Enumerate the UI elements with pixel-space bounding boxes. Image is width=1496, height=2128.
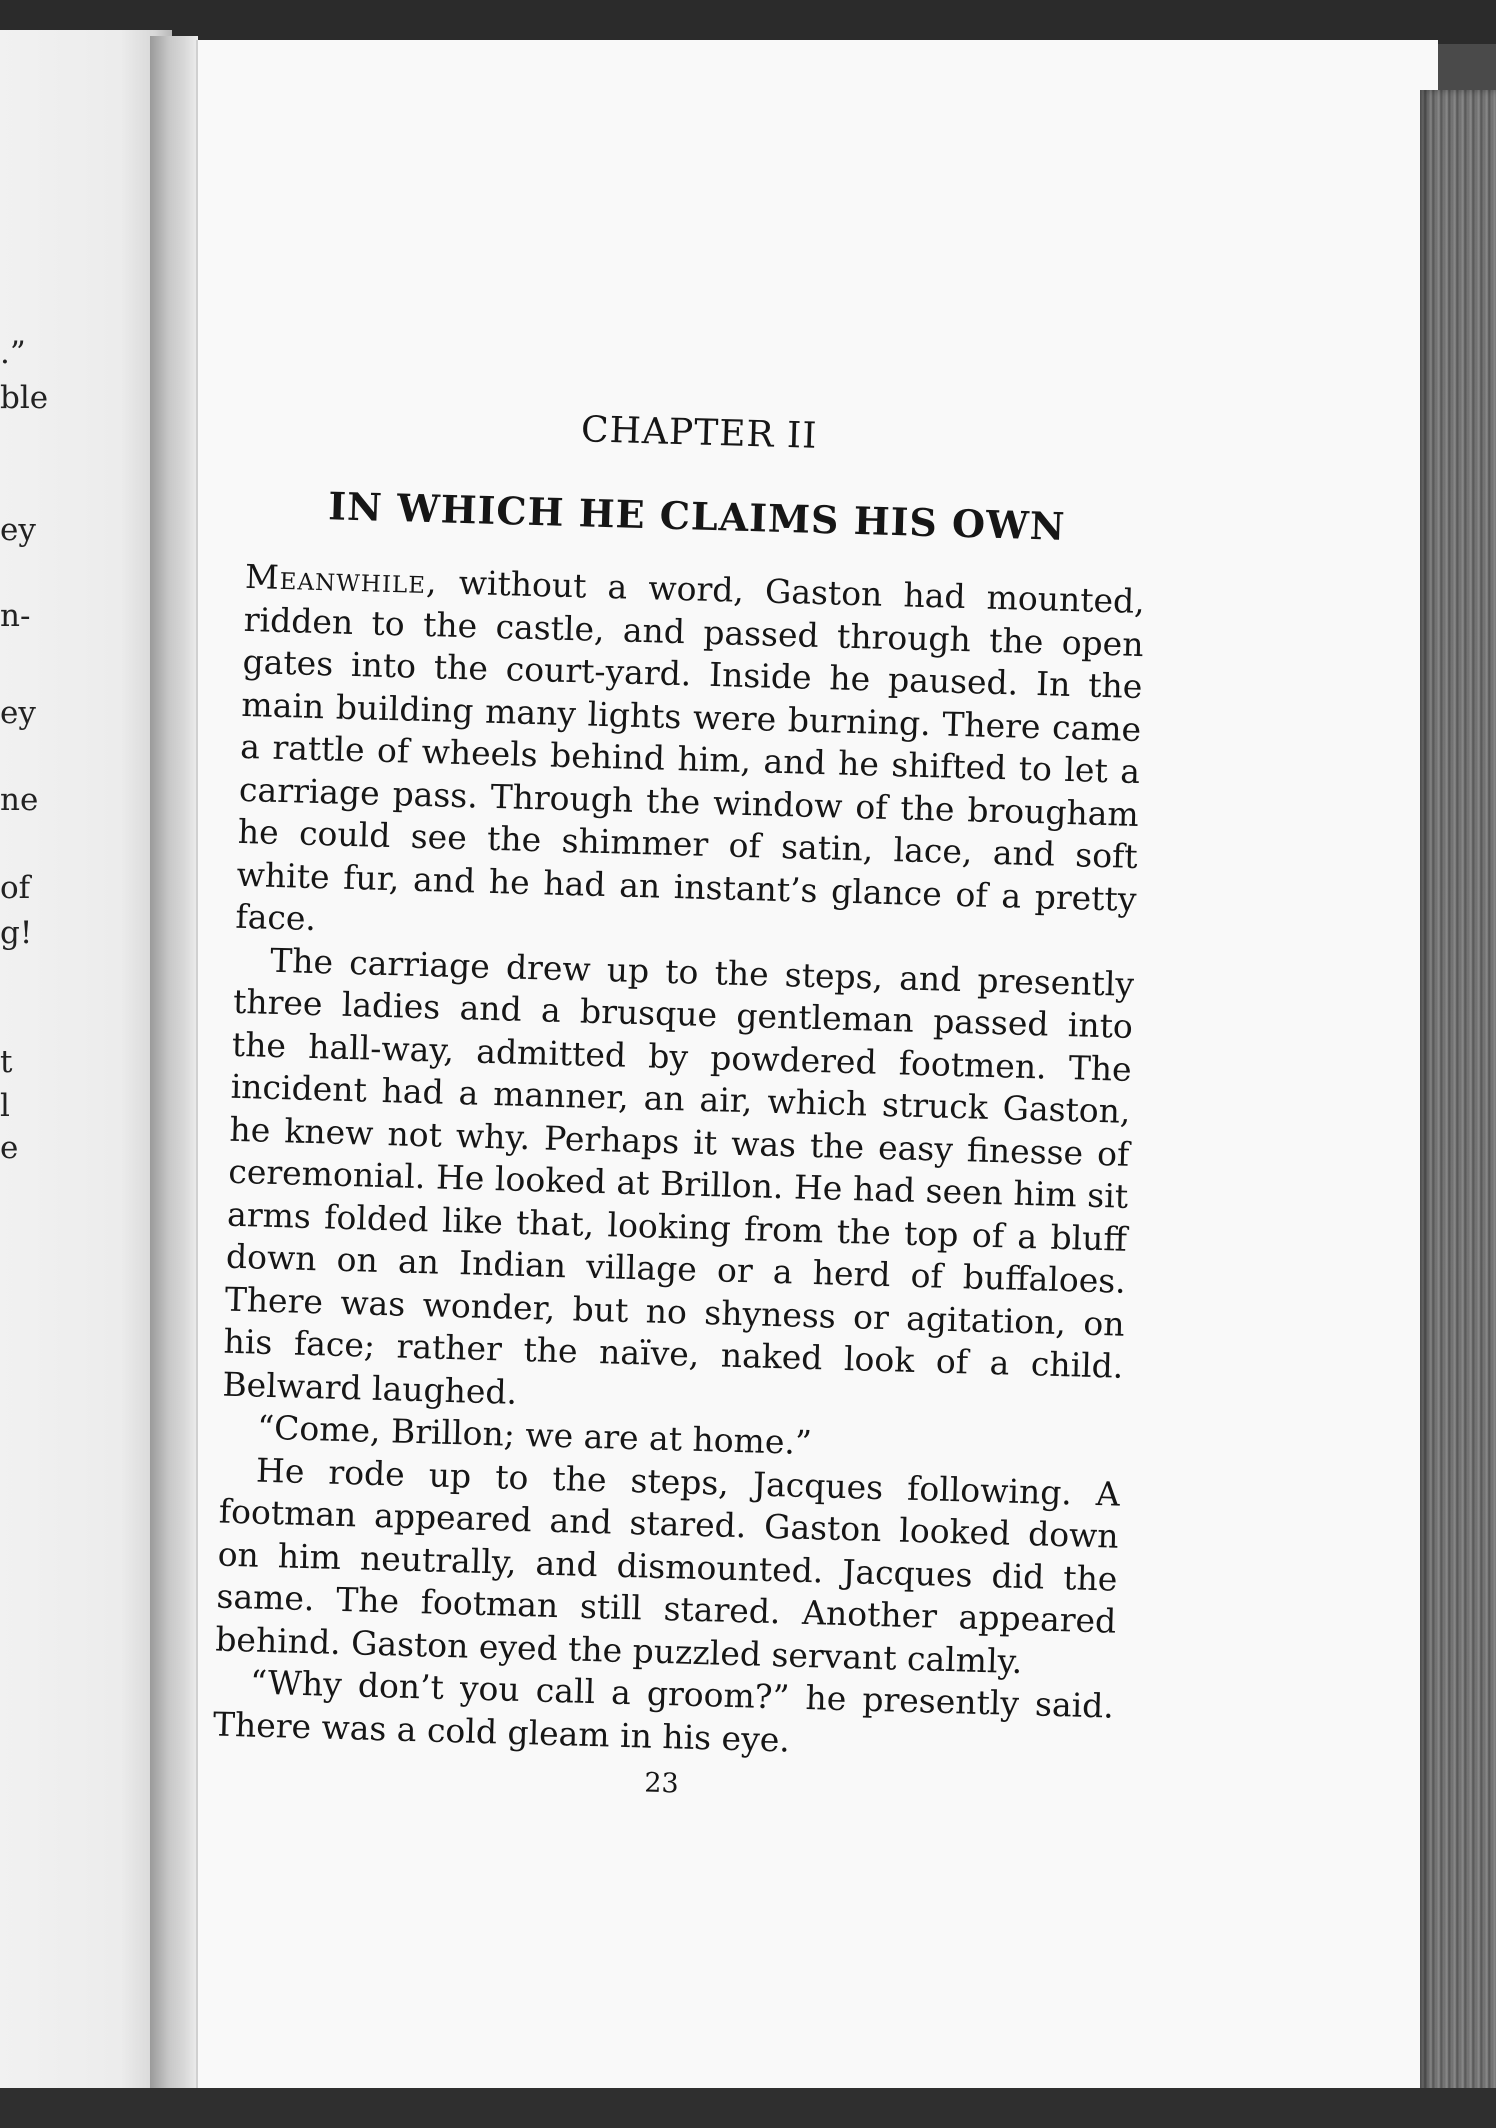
- previous-page-text-fragments: [0, 30, 60, 2102]
- chapter-title: IN WHICH HE CLAIMS HIS OWN: [327, 483, 1067, 549]
- fragment-line: l: [0, 1088, 10, 1124]
- fragment-line: ble: [0, 380, 49, 416]
- page-block-edge: [1420, 90, 1496, 2120]
- chapter-body: [212, 556, 1145, 1771]
- fragment-line: ey: [0, 695, 36, 731]
- page-number: 23: [643, 1767, 680, 1800]
- paragraph-1: [235, 556, 1145, 963]
- fragment-line: t: [0, 1044, 13, 1080]
- fragment-line: ey: [0, 512, 36, 548]
- previous-page: [0, 30, 172, 2102]
- paragraph-1-text: without a word, Gaston had mounted, ridden to the castle, and passed through the open gates into the court-yard. Inside he paused. In the main building many lights were burning. There came a rattle of wheels behind him, and he shifted to let a carriage pass. Through the window of the brougham he could see the shimmer of satin, lace, and soft white fur, and he had an instant’s glance of a pretty face.: [235, 562, 1146, 939]
- scan-top-edge: [0, 0, 1496, 44]
- opening-word: Meanwhile,: [244, 556, 439, 602]
- paragraph-4: He rode up to the steps, Jacques following. A footman appeared and stared. Gaston looked down on him neutrally, and dismounted. Jacques did the same. The footman still stared. Another appeared behind. Gaston eyed the puzzled servant calmly.: [214, 1450, 1121, 1681]
- fragment-line: g!: [0, 915, 33, 951]
- chapter-label: CHAPTER II: [580, 409, 818, 457]
- paragraph-5: “Why don’t you call a groom?” he presently said. There was a cold gleam in his eye.: [212, 1662, 1115, 1760]
- fragment-line: of: [0, 870, 31, 906]
- paragraph-2: The carriage drew up to the steps, and presently three ladies and a brusque gentleman passed into the hall-way, admitted by powdered footmen. The incident had a manner, an air, which struck Gaston, he knew not why. Perhaps it was the easy finesse of ceremonial. He looked at Brillon. He had seen him sit arms folded like that, looking from the top of a bluff down on an Indian village or a herd of buffaloes. There was wonder, but no shyness or agitation, on his face; rather the naïve, naked look of a child. Belward laughed.: [221, 940, 1135, 1412]
- scan-bottom-edge: [0, 2088, 1496, 2128]
- book-gutter: [150, 36, 198, 2096]
- fragment-line: n-: [0, 598, 31, 634]
- fragment-line: .”: [0, 335, 26, 371]
- fragment-line: ne: [0, 782, 39, 818]
- paragraph-3: “Come, Brillon; we are at home.”: [256, 1407, 813, 1463]
- page-text-block: [211, 400, 1149, 1812]
- fragment-line: e: [0, 1130, 19, 1166]
